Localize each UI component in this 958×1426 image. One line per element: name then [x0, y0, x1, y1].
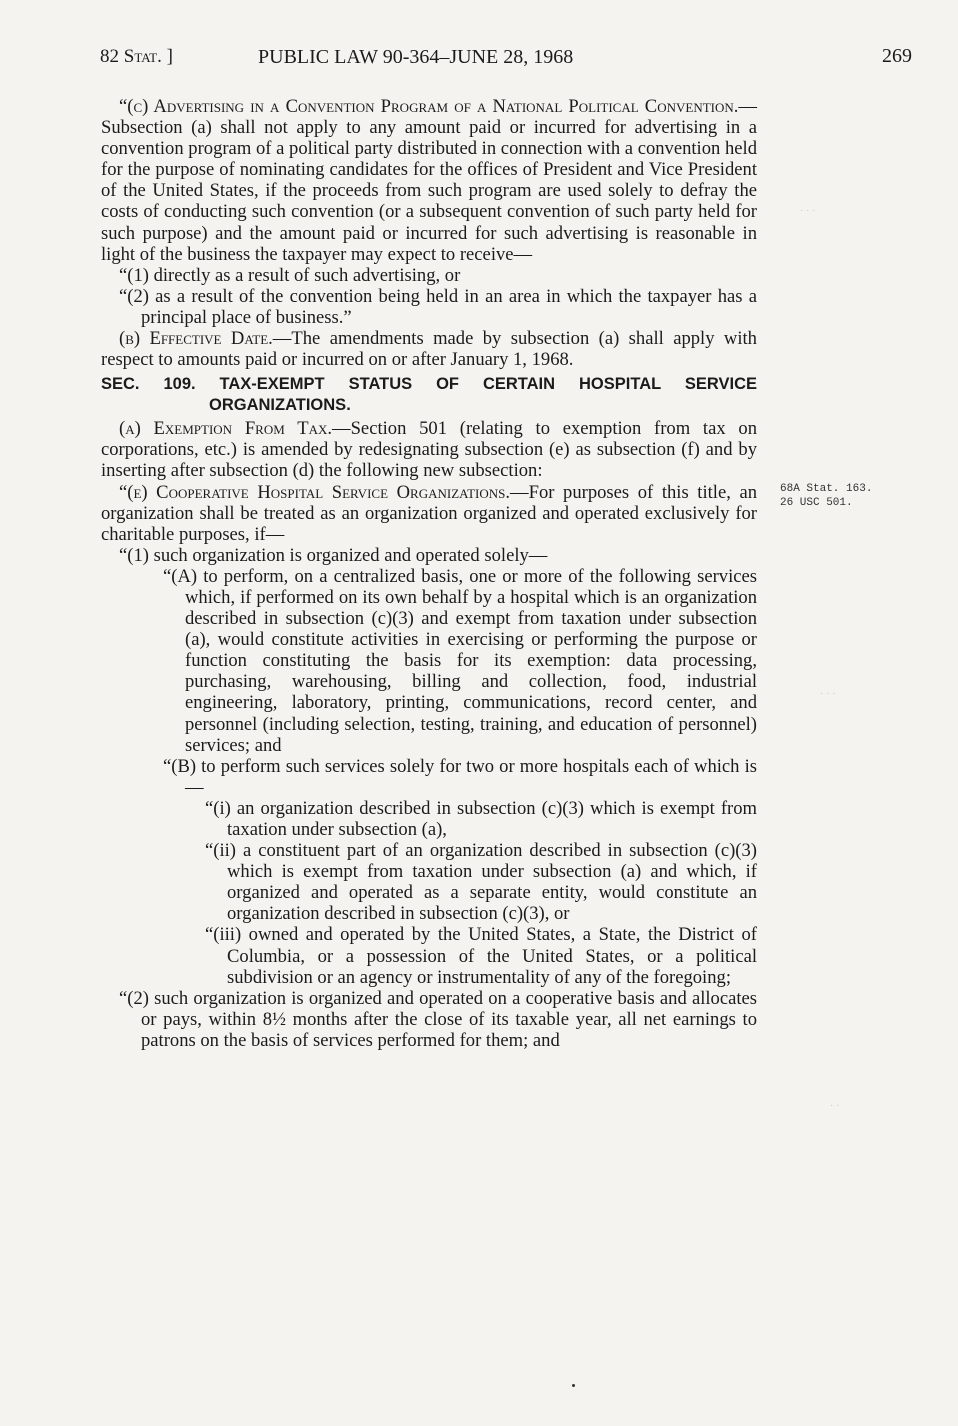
clause-iii: “(iii) owned and operated by the United States, a State, the District of Columbia, or a possession of the United States, or a political subdivision or an agency or instrumentality of any of the foregoing;: [205, 924, 757, 988]
subsection-c-heading: “(c) Advertising in a Convention Program of a National Political Convention.: [119, 96, 739, 117]
paragraph-e1: “(1) such organization is organized and operated solely—: [119, 544, 548, 566]
bleed-through-mark: · · ·: [800, 205, 816, 216]
paragraph-c2: “(2) as a result of the convention being held in an area in which the taxpayer has a principal place of business.”: [119, 285, 757, 328]
page-number: 269: [882, 45, 912, 67]
subsection-a-text: —Section 501 (relating to exemption from tax on corporations, etc.) is amended by redesignating subsection (e) as subsection (f) and by inserting after subsection (d) the following new subsection:: [101, 418, 757, 482]
subsection-e: [101, 482, 757, 545]
subsection-b: [101, 328, 757, 370]
print-speck: [572, 1384, 575, 1387]
page-header: [100, 46, 912, 76]
subsection-e-heading: “(e) Cooperative Hospital Service Organizations.: [119, 481, 511, 503]
subsection-c: [101, 96, 757, 265]
subsection-a: [101, 418, 757, 481]
subsection-c-text: —Subsection (a) shall not apply to any amount paid or incurred for advertising in a convention program of a political party distributed in connection with a convention held for the purpose of nominating candidates for the offices of President and Vice President of the United States, if the proceeds from such program are used solely to defray the costs of conducting such convention (or a subsequent convention of such party held for such purpose) and the amount paid or incurred for such advertising is reasonable in light of the business the taxpayer may expect to receive—: [101, 96, 757, 265]
paragraph-e1-A: “(A) to perform, on a centralized basis, one or more of the following services which, if performed on its own behalf by a hospital which is an organization described in subsection (c)(3) and exempt from taxation under subsection (a), would constitute activities in exercising or performing the purpose or function constituting the basis for its exemption: data processing, purchasing, warehousing, billing and collection, food, industrial engineering, laboratory, printing, communications, record center, and personnel (including selection, testing, training, and education of personnel) services; and: [163, 565, 757, 756]
paragraph-e1-B: “(B) to perform such services solely for two or more hospitals each of which is—: [163, 755, 757, 798]
margin-citation: [780, 482, 910, 510]
margin-citation-line: 26 USC 501.: [780, 497, 853, 509]
paragraph-c1: “(1) directly as a result of such advertising, or: [119, 264, 461, 286]
running-title: PUBLIC LAW 90-364–JUNE 28, 1968: [258, 46, 574, 68]
subsection-a-heading: (a) Exemption From Tax.: [119, 418, 332, 440]
bleed-through-mark: · · ·: [820, 688, 836, 699]
margin-citation-line: 68A Stat. 163.: [780, 483, 873, 495]
subsection-b-text: —The amendments made by subsection (a) shall apply with respect to amounts paid or incurred on or after January 1, 1968.: [101, 328, 757, 371]
clause-i: “(i) an organization described in subsection (c)(3) which is exempt from taxation under subsection (a),: [205, 797, 757, 840]
bleed-through-mark: · ·: [830, 1100, 840, 1111]
subsection-b-heading: (b) Effective Date.: [119, 328, 273, 350]
statute-reference: 82 Stat. ]: [100, 46, 173, 67]
clause-ii: “(ii) a constituent part of an organization described in subsection (c)(3) which is exempt from taxation under subsection (a) and which, if organized and operated as a separate entity, would constitute an organization described in subsection (c)(3), or: [205, 840, 757, 925]
subsection-e-text: —For purposes of this title, an organization shall be treated as an organization organized and operated exclusively for charitable purposes, if—: [101, 481, 757, 545]
paragraph-e2: “(2) such organization is organized and operated on a cooperative basis and allocates or pays, within 8½ months after the close of its taxable year, all net earnings to patrons on the basis of services performed for them; and: [119, 987, 757, 1051]
section-heading: SEC. 109. TAX-EXEMPT STATUS OF CERTAIN HOSPITAL SERVICE ORGANIZATIONS.: [101, 375, 757, 415]
statute-body: [101, 96, 757, 1051]
